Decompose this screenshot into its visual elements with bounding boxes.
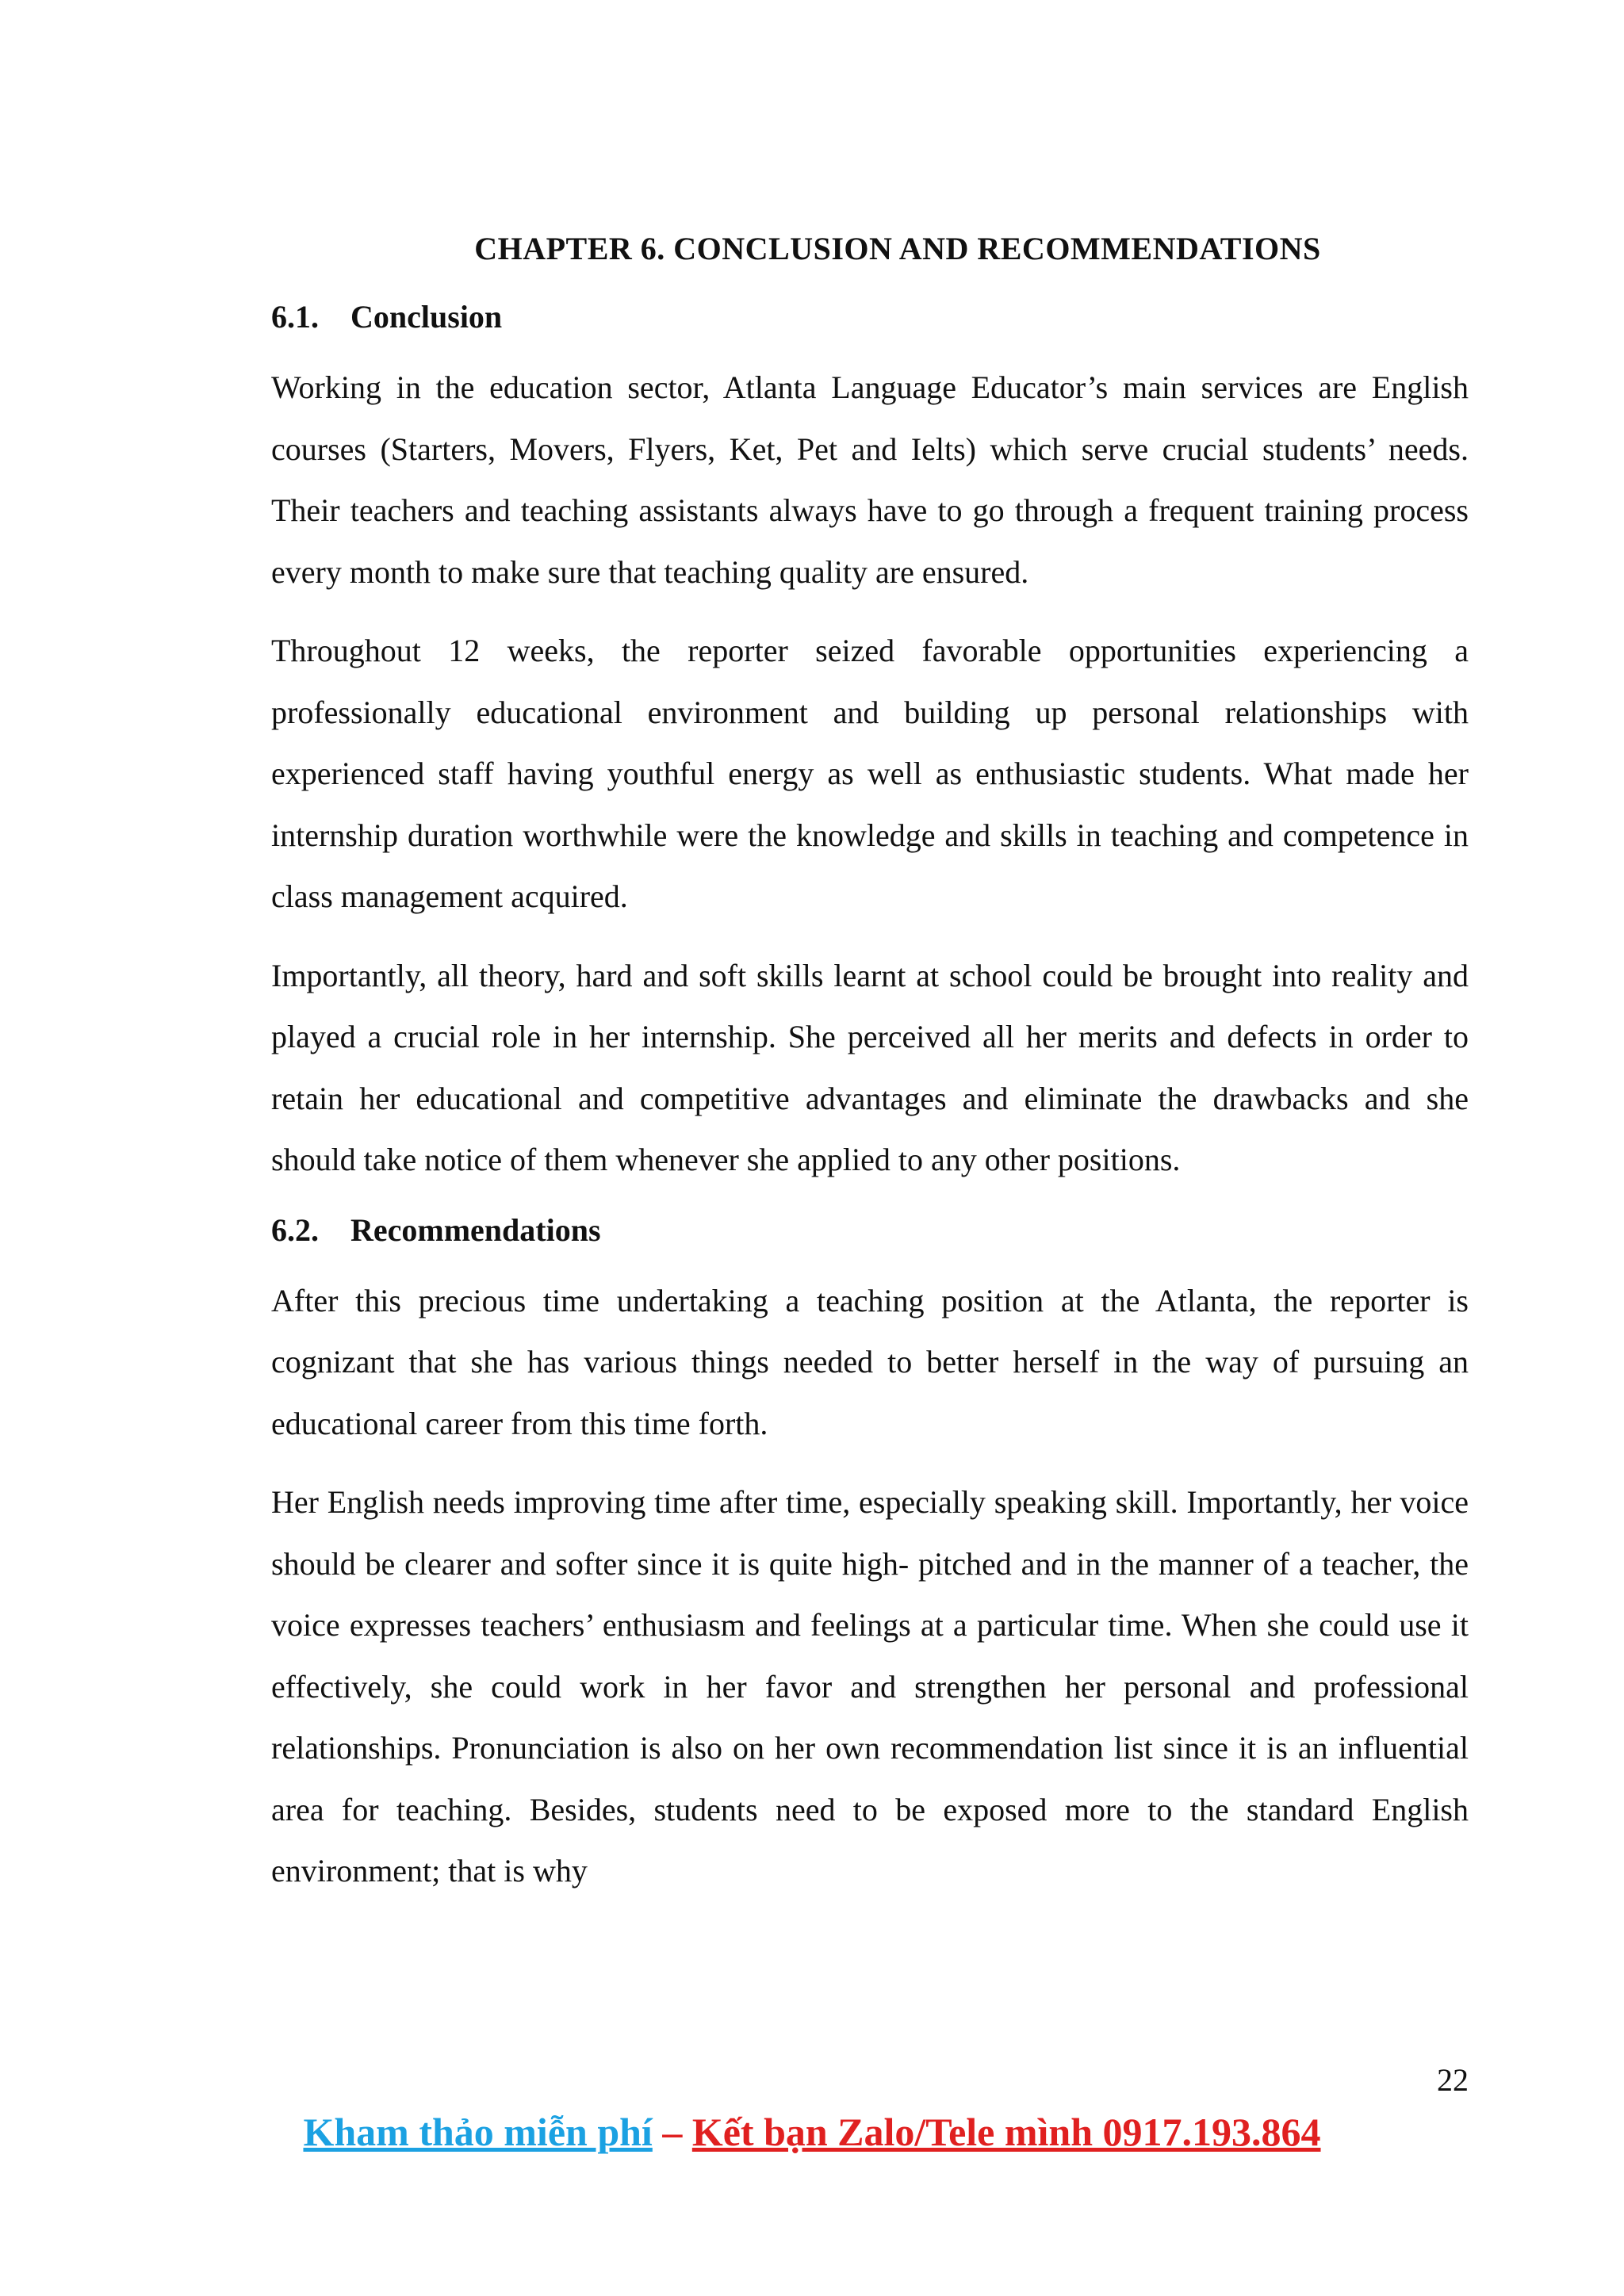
section-number: 6.1. [271, 299, 319, 335]
page-number: 22 [1437, 2062, 1469, 2098]
section-heading-conclusion [271, 295, 1469, 339]
paragraph: Importantly, all theory, hard and soft skills learnt at school could be brought into reality and played a crucial role in her internship. She perceived all her merits and defects in order to retain her educational and competitive advantages and eliminate the drawbacks and she should take notice of them whenever she applied to any other positions. [271, 957, 1469, 1177]
section-title: Conclusion [350, 299, 503, 335]
paragraph: Her English needs improving time after time, especially speaking skill. Importantly, her voice should be clearer and softer since it is quite high- pitched and in the manner of a teacher, the voice expresses teachers’ enthusiasm and feelings at a particular time. When she could use it effectively, she could work in her favor and strengthen her personal and professional relationships. Pronunciation is also on her own recommendation list since it is an influential area for teaching. Besides, students need to be exposed more to the standard English environment; that is why [271, 1484, 1469, 1888]
section-number: 6.2. [271, 1211, 319, 1248]
footer-banner [0, 2104, 1624, 2160]
paragraph: After this precious time undertaking a teaching position at the Atlanta, the reporter is cognizant that she has various things needed to better herself in the way of pursuing an educational career from this time forth. [271, 1282, 1469, 1441]
page-content [271, 227, 1469, 1919]
section-title: Recommendations [350, 1211, 601, 1248]
section-heading-recommendations [271, 1208, 1469, 1253]
footer-separator: – [652, 2110, 692, 2154]
contact-link[interactable]: Kết bạn Zalo/Tele mình 0917.193.864 [691, 2110, 1321, 2154]
chapter-title: CHAPTER 6. CONCLUSION AND RECOMMENDATIONS [474, 231, 1321, 266]
paragraph: Throughout 12 weeks, the reporter seized favorable opportunities experiencing a professionally educational environment and building up personal relationships with experienced staff having youthful energy as well as enthusiastic students. What made her internship duration worthwhile were the knowledge and skills in teaching and competence in class management acquired. [271, 633, 1469, 914]
paragraph: Working in the education sector, Atlanta Language Educator’s main services are English courses (Starters, Movers, Flyers, Ket, Pet and Ielts) which serve crucial students’ needs. Their teachers and teaching assistants always have to go through a frequent training process every month to make sure that teaching quality are ensured. [271, 369, 1469, 590]
free-reference-link[interactable]: Kham thảo miễn phí [303, 2110, 653, 2154]
